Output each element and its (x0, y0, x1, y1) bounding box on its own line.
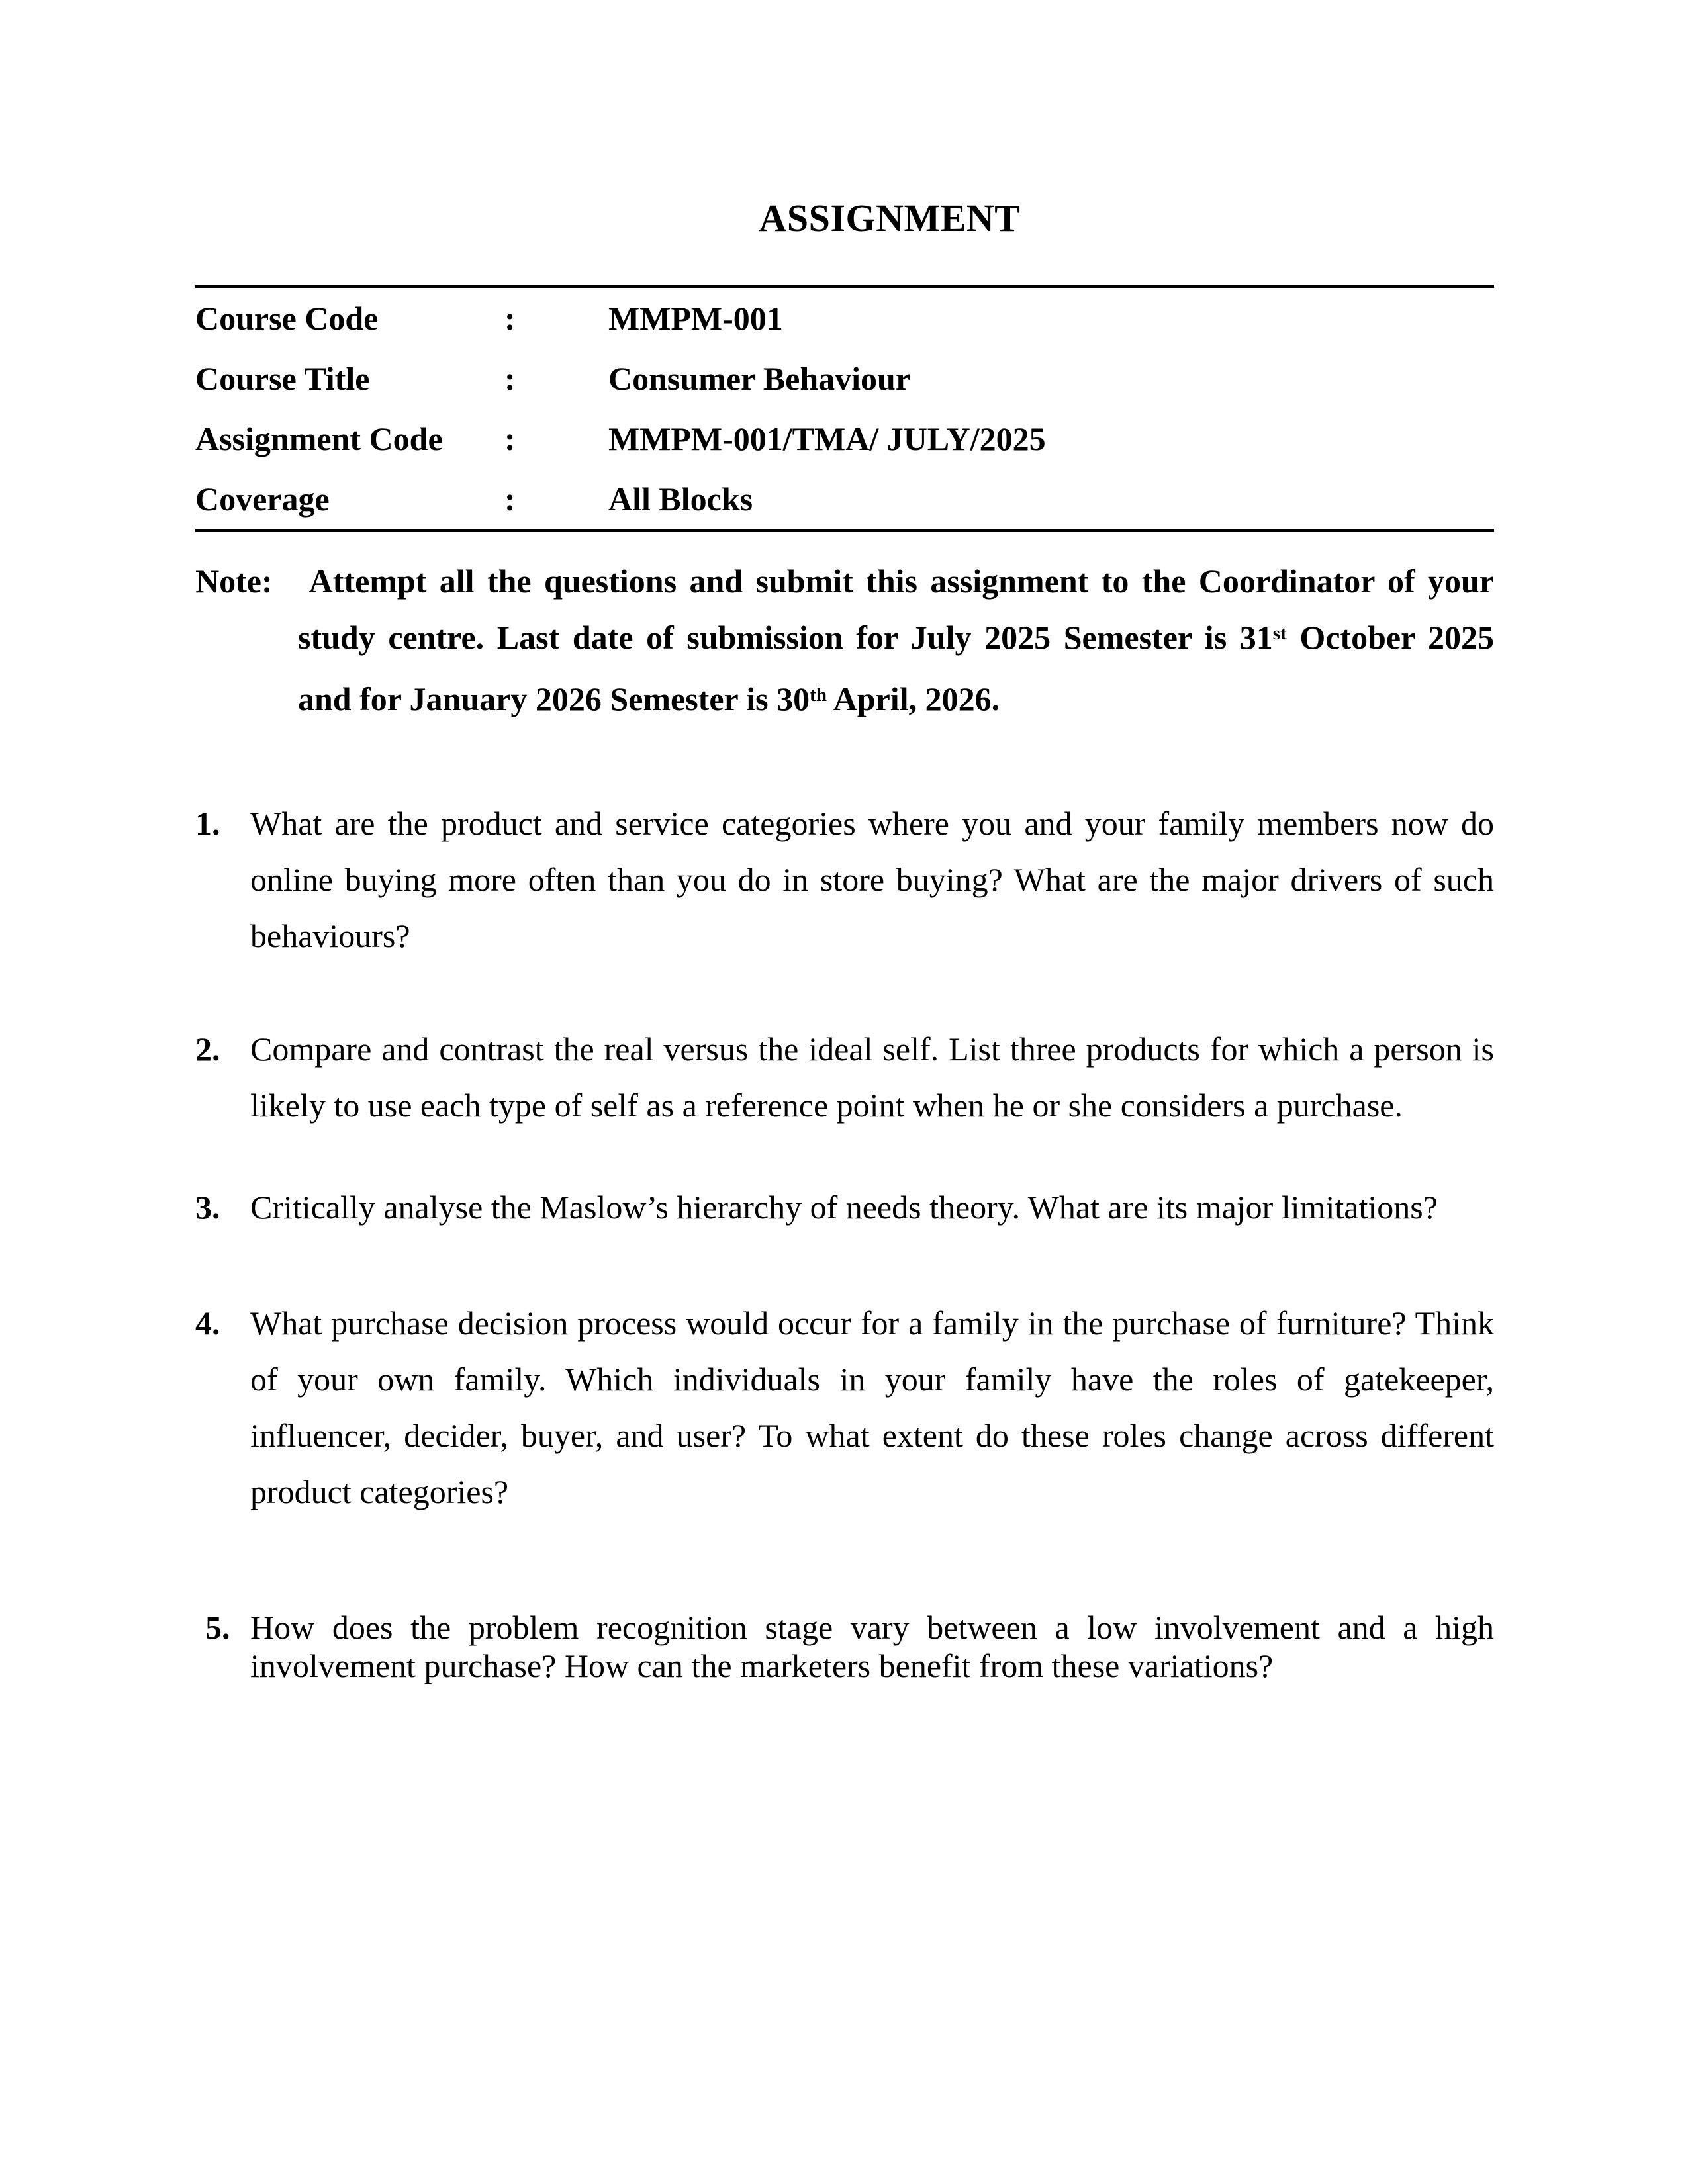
course-title-label: Course Title (195, 359, 370, 397)
note-superscript-st: st (1272, 622, 1287, 644)
course-meta-table (195, 285, 1494, 532)
note-text-part3: April, 2026. (826, 680, 1000, 717)
course-code-value: MMPM-001 (608, 299, 783, 337)
question-4-text: What purchase decision process would occur for a family in the purchase of furniture? Think of your own family. Which individuals in your family have the roles of gatekeeper, influencer, decider, buyer, and user? To what extent do these roles change across different product categories? (250, 1304, 1494, 1510)
question-2 (195, 1021, 1494, 1134)
note-text-part1: Attempt all the questions and submit this assignment to the Coordinator of your study centre. Last date of submission for July 2025 Semester is 31 (298, 563, 1494, 656)
course-title-row (195, 348, 1494, 408)
assignment-code-value: MMPM-001/TMA/ JULY/2025 (608, 420, 1046, 457)
question-1-number: 1. (195, 805, 220, 842)
question-3 (195, 1179, 1494, 1236)
question-2-text: Compare and contrast the real versus the ideal self. List three products for which a person is likely to use each type of self as a reference point when he or she considers a purchase. (250, 1030, 1494, 1124)
coverage-value: All Blocks (608, 480, 753, 518)
note-paragraph (195, 553, 1494, 733)
coverage-label: Coverage (195, 480, 330, 518)
note-text-part2: October 2025 and for January 2026 Semester is 30 (298, 619, 1494, 717)
course-code-colon: : (504, 299, 516, 337)
assignment-code-label: Assignment Code (195, 420, 443, 457)
assignment-code-colon: : (504, 420, 516, 457)
course-title-colon: : (504, 359, 516, 397)
question-1 (195, 796, 1494, 964)
coverage-colon: : (504, 480, 516, 518)
page-title: ASSIGNMENT (759, 197, 1021, 240)
course-code-row (195, 288, 1494, 348)
course-title-value: Consumer Behaviour (608, 359, 911, 397)
assignment-code-row (195, 408, 1494, 469)
question-3-number: 3. (195, 1189, 220, 1226)
page-content (195, 0, 1494, 1685)
question-4-number: 4. (195, 1304, 220, 1342)
question-5-text: How does the problem recognition stage vary between a low involvement and a high involvement purchase? How can the marketers benefit from these variations? (250, 1609, 1494, 1684)
coverage-row (195, 469, 1494, 529)
question-2-number: 2. (195, 1030, 220, 1068)
question-3-text: Critically analyse the Maslow’s hierarchy of needs theory. What are its major limitations? (250, 1189, 1438, 1226)
note-superscript-th: th (810, 684, 827, 705)
note-label: Note: (195, 563, 273, 600)
question-1-text: What are the product and service categories where you and your family members now do online buying more often than you do in store buying? What are the major drivers of such behaviours? (250, 805, 1494, 954)
question-4 (195, 1295, 1494, 1520)
question-5-number: 5. (205, 1609, 230, 1646)
course-code-label: Course Code (195, 299, 379, 337)
question-5 (205, 1608, 1494, 1685)
